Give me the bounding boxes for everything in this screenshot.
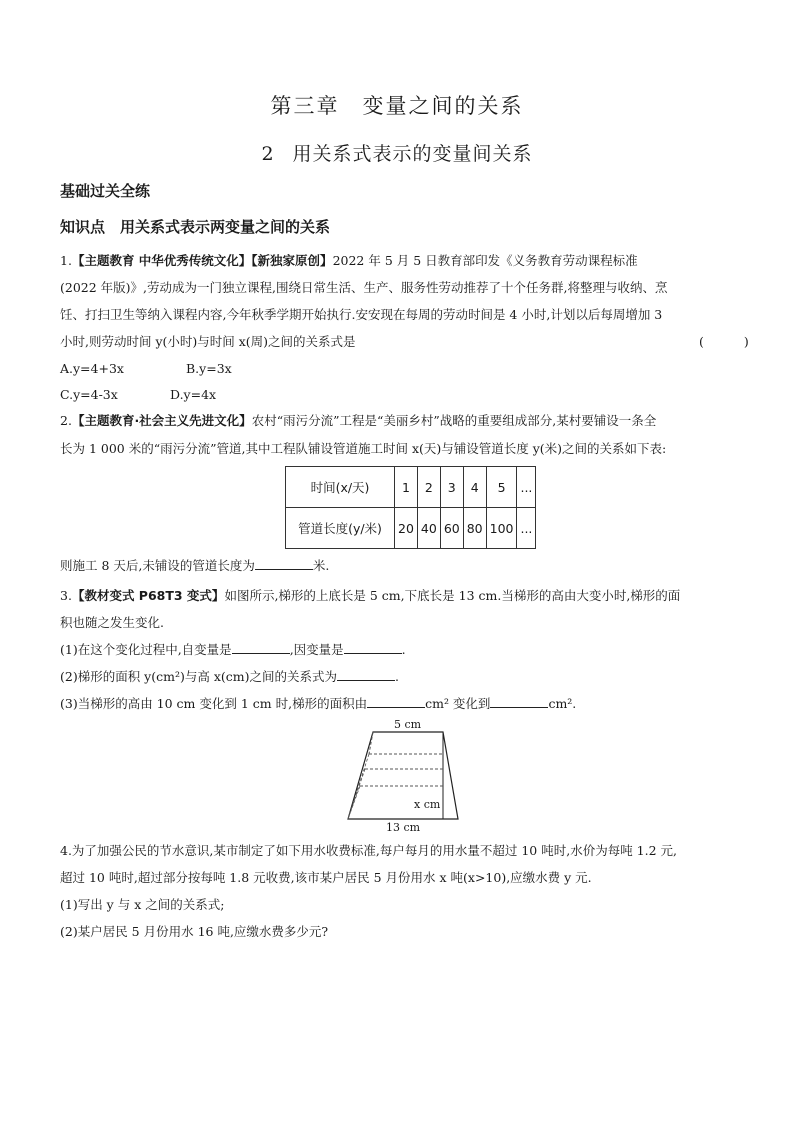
q3-part1-end: .: [401, 642, 406, 657]
q2-after-unit: 米.: [312, 558, 330, 573]
table-cell: 5: [486, 467, 517, 508]
q2-tag: 【主题教育·社会主义先进文化】: [71, 413, 252, 428]
q3-part3: [60, 695, 576, 713]
q2-line1: [60, 412, 656, 430]
q1-option-b: B.y=3x: [186, 361, 232, 376]
q1-option-c: C.y=4-3x: [60, 387, 118, 402]
answer-blank: [255, 557, 313, 570]
trapezoid-diagram: [340, 718, 470, 836]
q2-line2: 长为 1 000 米的“雨污分流”管道,其中工程队铺设管道施工时间 x(天)与铺设管道长度 y(米)之间的关系如下表:: [60, 441, 667, 456]
q3-part2-text: (2)梯形的面积 y(cm²)与高 x(cm)之间的关系式为: [60, 669, 337, 684]
answer-blank: [232, 641, 290, 654]
table-cell: 1: [395, 467, 418, 508]
section-title: [0, 139, 794, 166]
trapezoid-figure: [340, 718, 470, 836]
q3-text: 如图所示,梯形的上底长是 5 cm,下底长是 13 cm.当梯形的高由大变小时,梯形的面: [224, 588, 681, 603]
q1-line4: 小时,则劳动时间 y(小时)与时间 x(周)之间的关系式是: [60, 334, 356, 349]
q3-line1: [60, 587, 680, 605]
table-header-time: 时间(x/天): [286, 467, 395, 508]
table-cell: ...: [517, 467, 536, 508]
knowledge-heading: 知识点 用关系式表示两变量之间的关系: [60, 218, 331, 236]
table-row: [286, 467, 536, 508]
q4-sub1: (1)写出 y 与 x 之间的关系式;: [60, 897, 225, 912]
q3-part3-text: (3)当梯形的高由 10 cm 变化到 1 cm 时,梯形的面积由: [60, 696, 368, 711]
q3-number: 3.: [60, 588, 72, 603]
q3-part2-end: .: [395, 669, 399, 684]
q1-tag-culture: 【主题教育 中华优秀传统文化】: [71, 253, 252, 268]
top-base-label: 5 cm: [394, 718, 422, 731]
q1-line3: 饪、打扫卫生等纳入课程内容,今年秋季学期开始执行.安安现在每周的劳动时间是 4 小时,计划以后每周增加 3: [60, 307, 663, 322]
table-row: [286, 508, 536, 549]
table-cell: 40: [417, 508, 440, 549]
height-label: x cm: [414, 798, 441, 811]
q2-number: 2.: [60, 413, 72, 428]
answer-blank: [344, 641, 402, 654]
q3-part1-mid: ,因变量是: [289, 642, 344, 657]
q4-line1: 4.为了加强公民的节水意识,某市制定了如下用水收费标准,每户每月的用水量不超过 10 吨时,水价为每吨 1.2 元,: [60, 843, 678, 858]
q1-line1: [60, 252, 638, 270]
q1-tag-original: 【新独家原创】: [251, 253, 333, 268]
table-cell: ...: [517, 508, 536, 549]
trapezoid-shape: [348, 732, 458, 819]
bottom-base-label: 13 cm: [386, 821, 421, 834]
q3-part1: [60, 641, 406, 659]
section-title-text: 用关系式表示的变量间关系: [292, 143, 533, 165]
q2-after: [60, 557, 329, 575]
q1-line2: (2022 年版)》,劳动成为一门独立课程,围绕日常生活、生产、服务性劳动推荐了十个任务群,将整理与收纳、烹: [60, 280, 668, 295]
q4-line2: 超过 10 吨时,超过部分按每吨 1.8 元收费,该市某户居民 5 月份用水 x 吨(x>10),应缴水费 y 元.: [60, 870, 592, 885]
basic-heading: 基础过关全练: [60, 182, 151, 200]
table-cell: 100: [486, 508, 517, 549]
section-number: 2: [261, 143, 275, 165]
table-cell: 4: [463, 467, 486, 508]
table-cell: 3: [440, 467, 463, 508]
table-cell: 60: [440, 508, 463, 549]
chapter-title: 第三章 变量之间的关系: [270, 94, 524, 118]
q1-text: 2022 年 5 月 5 日教育部印发《义务教育劳动课程标准: [332, 253, 638, 268]
answer-blank: [367, 695, 425, 708]
q2-after-text: 则施工 8 天后,未铺设的管道长度为: [60, 558, 255, 573]
q1-number: 1.: [60, 253, 72, 268]
q1-option-d: D.y=4x: [170, 387, 217, 402]
table-cell: 80: [463, 508, 486, 549]
q4-sub2: (2)某户居民 5 月份用水 16 吨,应缴水费多少元?: [60, 924, 329, 939]
q3-tag: 【教材变式 P68T3 变式】: [71, 588, 225, 603]
answer-parenthesis: ( ): [699, 334, 767, 349]
q3-part3-end: cm².: [548, 696, 577, 711]
q1-option-a: A.y=4+3x: [60, 361, 124, 376]
data-table: [285, 466, 536, 549]
q3-part3-mid: cm² 变化到: [425, 696, 491, 711]
table-header-length: 管道长度(y/米): [286, 508, 395, 549]
q3-part2: [60, 668, 399, 686]
table-cell: 2: [417, 467, 440, 508]
q2-text: 农村“雨污分流”工程是“美丽乡村”战略的重要组成部分,某村要铺设一条全: [251, 413, 657, 428]
table-cell: 20: [395, 508, 418, 549]
answer-blank: [337, 668, 395, 681]
q3-line2: 积也随之发生变化.: [60, 615, 164, 630]
answer-blank: [490, 695, 548, 708]
q3-part1-text: (1)在这个变化过程中,自变量是: [60, 642, 232, 657]
